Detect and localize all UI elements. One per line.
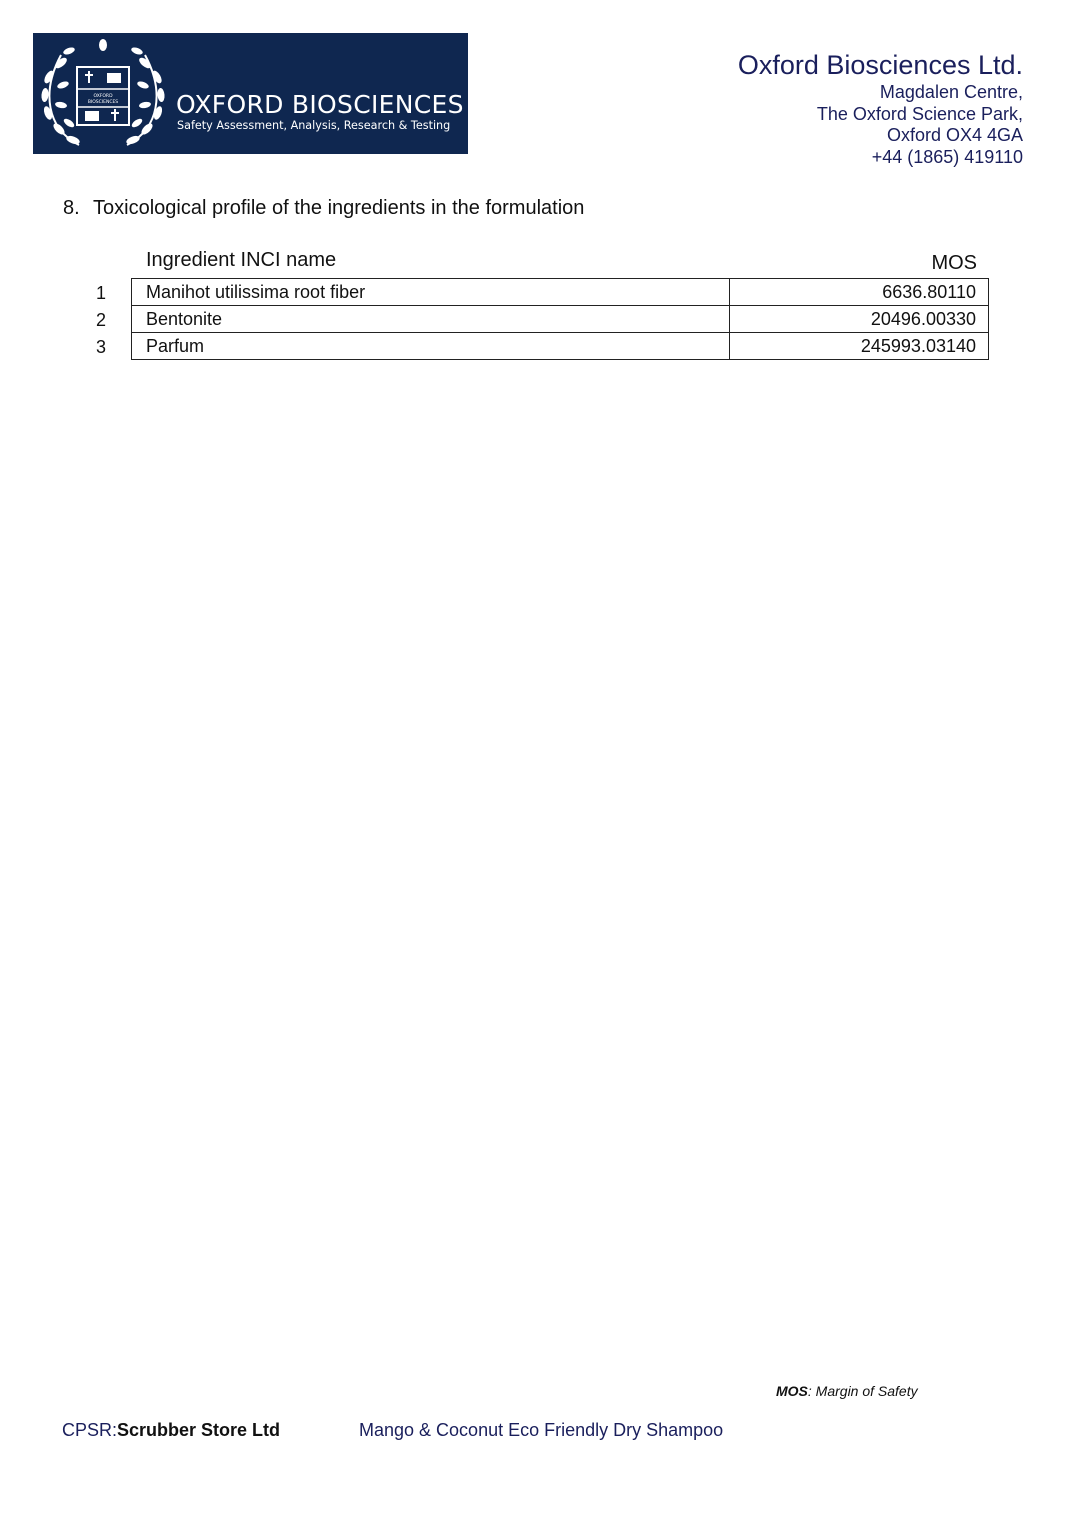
company-logo — [33, 33, 468, 154]
svg-text:OXFORD: OXFORD — [93, 94, 113, 99]
company-phone: +44 (1865) 419110 — [871, 146, 1023, 167]
svg-text:BIOSCIENCES: BIOSCIENCES — [87, 100, 119, 105]
column-header-mos: MOS — [931, 252, 977, 274]
row-number: 3 — [96, 337, 107, 357]
logo-name: OXFORD BIOSCIENCES — [176, 90, 464, 119]
row-number: 2 — [96, 310, 107, 330]
mos-footnote — [776, 1383, 918, 1399]
ingredient-cell: Bentonite — [132, 306, 730, 333]
mos-cell: 6636.80110 — [730, 279, 989, 306]
address-line-1: Magdalen Centre, — [879, 82, 1023, 102]
row-number: 1 — [96, 283, 107, 303]
section-title: Toxicological profile of the ingredients in the formulation — [93, 197, 585, 219]
mos-cell: 245993.03140 — [730, 333, 989, 360]
footnote-abbr: MOS — [776, 1383, 808, 1399]
company-address-block — [738, 48, 1023, 168]
footer-label: CPSR: — [62, 1420, 118, 1440]
address-line-2: The Oxford Science Park, — [816, 103, 1023, 124]
footnote-text: : Margin of Safety — [807, 1383, 918, 1399]
table-row — [132, 333, 989, 360]
column-header-ingredient: Ingredient INCI name — [146, 249, 337, 271]
footer-product: Mango & Coconut Eco Friendly Dry Shampoo — [359, 1420, 724, 1440]
section-heading — [63, 197, 584, 220]
mos-cell: 20496.00330 — [730, 306, 989, 333]
ingredient-cell: Parfum — [132, 333, 730, 360]
address-line-3: Oxford OX4 4GA — [886, 125, 1023, 145]
ingredient-cell: Manihot utilissima root fiber — [132, 279, 730, 306]
table-row — [132, 279, 989, 306]
footer-client: Scrubber Store Ltd — [117, 1420, 281, 1440]
table-row — [132, 306, 989, 333]
logo-tagline: Safety Assessment, Analysis, Research & Testing — [177, 119, 451, 132]
section-number: 8. — [63, 197, 80, 219]
company-name: Oxford Biosciences Ltd. — [737, 50, 1023, 80]
ingredient-table — [131, 278, 989, 360]
footer-cpsr — [62, 1420, 280, 1441]
laurel-crest-icon — [39, 37, 167, 151]
